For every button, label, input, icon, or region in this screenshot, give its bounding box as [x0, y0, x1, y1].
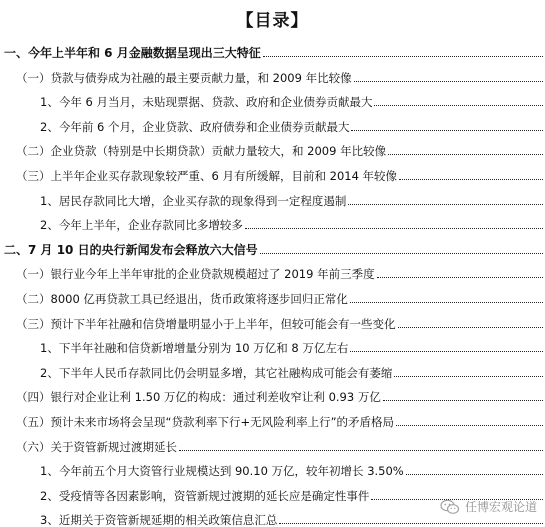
toc-entry-label: 2、下半年人民币存款同比仍会明显多增，其它社融构成可能会有萎缩 [40, 366, 393, 380]
toc-entry-label: 1、今年前五个月大资管行业规模达到 90.10 万亿，较年初增长 3.50% [40, 464, 404, 478]
toc-entry-label: （三）上半年企业买存款现象较严重、6 月有所缓解，目前和 2014 年较像 [16, 169, 398, 183]
toc-item[interactable] [40, 458, 543, 478]
toc-item[interactable] [40, 89, 543, 109]
toc-entry-label: 2、今年上半年，企业存款同比多增较多 [40, 218, 243, 232]
toc-entry-label: 一、今年上半年和 6 月金融数据呈现出三大特征 [4, 46, 261, 60]
dot-leader [279, 523, 543, 524]
dot-leader [179, 450, 543, 451]
toc-entry-label: 3、近期关于资管新规延期的相关政策信息汇总 [40, 513, 278, 527]
toc-entry-label: （一）贷款与债券成为社融的最主要贡献力量，和 2009 年比较像 [16, 71, 352, 85]
toc-entry-label: （五）预计未来市场将会呈现“贷款利率下行+无风险利率上行”的矛盾格局 [16, 415, 395, 429]
dot-leader [377, 277, 543, 278]
dot-leader [348, 204, 543, 205]
dot-leader [398, 327, 544, 328]
toc-item[interactable] [40, 114, 543, 134]
toc-item[interactable] [40, 188, 543, 208]
toc-subsection[interactable] [16, 138, 543, 158]
toc-entry-label: （六）关于资管新规过渡期延长 [16, 440, 177, 454]
toc-subsection[interactable] [16, 384, 543, 404]
dot-leader [383, 400, 543, 401]
toc-section-heading[interactable] [4, 237, 543, 257]
dot-leader [394, 376, 543, 377]
toc-entry-label: 1、下半年社融和信贷新增增量分别为 10 万亿和 8 万亿左右 [40, 341, 349, 355]
dot-leader [399, 179, 543, 180]
dot-leader [350, 302, 543, 303]
dot-leader [351, 130, 543, 131]
watermark-text: 任博宏观论道 [464, 500, 537, 514]
toc-entry-label: 1、今年 6 月当月，未贴现票据、贷款、政府和企业债券贡献最大 [40, 95, 373, 109]
toc-subsection[interactable] [16, 163, 543, 183]
dot-leader [354, 81, 543, 82]
dot-leader [350, 351, 543, 352]
toc-entry-label: 2、受疫情等各因素影响，资管新规过渡期的延长应是确定性事件 [40, 489, 370, 503]
dot-leader [263, 56, 543, 57]
toc-item[interactable] [40, 335, 543, 355]
toc-entry-label: （三）预计下半年社融和信贷增量明显小于上半年，但较可能会有一些变化 [16, 317, 396, 331]
dot-leader [406, 474, 543, 475]
toc-item[interactable] [40, 360, 543, 380]
watermark [440, 498, 537, 515]
toc-entry-label: （四）银行对企业让利 1.50 万亿的构成：通过利差收窄让利 0.93 万亿 [16, 390, 381, 404]
dot-leader [374, 105, 543, 106]
toc-subsection[interactable] [16, 286, 543, 306]
toc-subsection[interactable] [16, 311, 543, 331]
toc-subsection[interactable] [16, 409, 543, 429]
toc-entry-label: （一）银行业今年上半年审批的企业贷款规模超过了 2019 年前三季度 [16, 267, 375, 281]
toc-section-heading[interactable] [4, 40, 543, 60]
dot-leader [245, 228, 543, 229]
toc-entry-label: 1、居民存款同比大增，企业买存款的现象得到一定程度遏制 [40, 194, 347, 208]
toc-entry-label: （二）8000 亿再贷款工具已经退出，货币政策将逐步回归正常化 [16, 292, 348, 306]
toc-item[interactable] [40, 212, 543, 232]
toc-subsection[interactable] [16, 261, 543, 281]
toc-entry-label: 2、今年前 6 个月，企业贷款、政府债券和企业债券贡献最大 [40, 120, 350, 134]
toc-title: 【目录】 [236, 11, 309, 31]
dot-leader [388, 154, 543, 155]
toc-subsection[interactable] [16, 434, 543, 454]
toc-subsection[interactable] [16, 65, 543, 85]
toc-entry-label: 二、7 月 10 日的央行新闻发布会释放六大信号 [4, 243, 258, 257]
dot-leader [260, 253, 543, 254]
wechat-icon [440, 499, 460, 515]
dot-leader [396, 425, 543, 426]
toc-entry-label: （二）企业贷款（特别是中长期贷款）贡献力量较大，和 2009 年比较像 [16, 144, 387, 158]
